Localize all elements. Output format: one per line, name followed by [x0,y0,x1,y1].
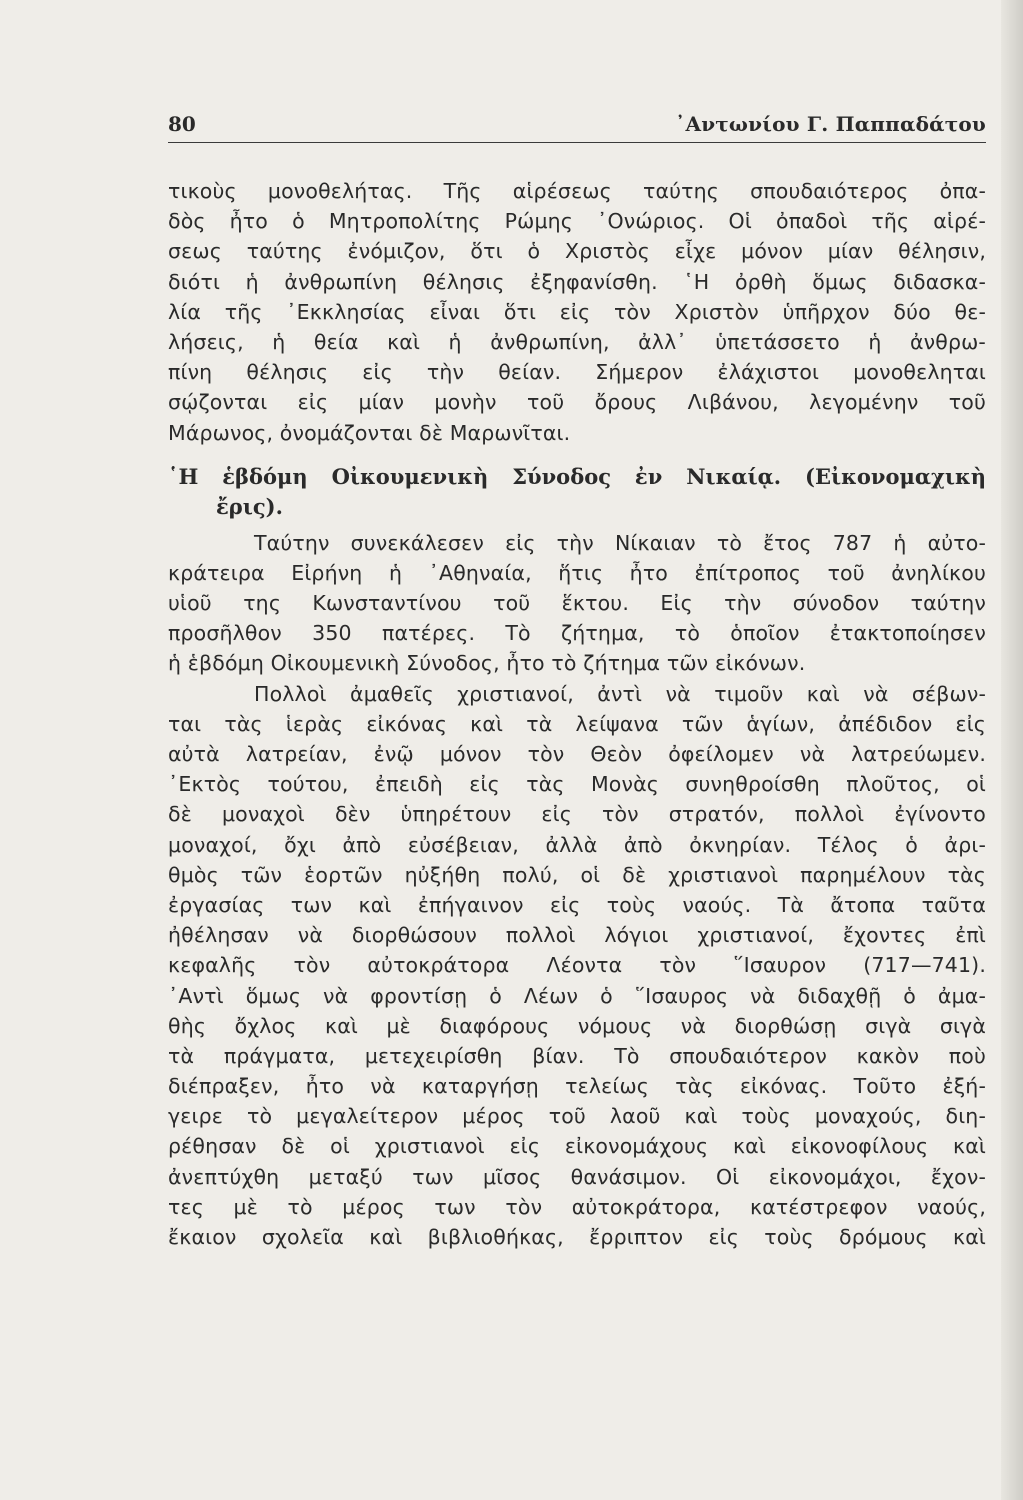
text-line: Μάρωνος, ὀνομάζονται δὲ Μαρωνῖται. [168,420,571,445]
text-line: γειρε τὸ μεγαλείτερον μέρος τοῦ λαοῦ καὶ τοὺς μοναχούς, διη- [168,1104,986,1129]
text-line: τὰ πράγματα, μετεχειρίσθη βίαν. Τὸ σπουδαιότερον κακὸν ποὺ [168,1043,986,1068]
section-heading-line: ἔρις). [216,493,283,519]
text-line: δὲ μοναχοὶ δὲν ὑπηρέτουν εἰς τὸν στρατόν, πολλοὶ ἐγίνοντο [168,802,986,827]
text-line: λία τῆς ᾿Εκκλησίας εἶναι ὅτι εἰς τὸν Χριστὸν ὑπῆρχον δύο θε- [168,299,986,324]
text-line: ἀνεπτύχθη μεταξύ των μῖσος θανάσιμον. Οἱ εἰκονομάχοι, ἔχον- [168,1164,986,1189]
text-line: Ταύτην συνεκάλεσεν εἰς τὴν Νίκαιαν τὸ ἔτος 787 ἡ αὐτο- [254,530,986,555]
text-line: θὴς ὄχλος καὶ μὲ διαφόρους νόμους νὰ διορθώσῃ σιγὰ σιγὰ [168,1013,986,1038]
text-line: Πολλοὶ ἀμαθεῖς χριστιανοί, ἀντὶ νὰ τιμοῦν καὶ νὰ σέβων- [254,681,986,706]
text-line: αὐτὰ λατρείαν, ἐνῷ μόνον τὸν Θεὸν ὀφείλομεν νὰ λατρεύωμεν. [168,742,986,766]
text-line: μοναχοί, ὄχι ἀπὸ εὐσέβειαν, ἀλλὰ ἀπὸ ὀκνηρίαν. Τέλος ὁ ἀρι- [168,832,986,857]
text-line: ρέθησαν δὲ οἱ χριστιανοὶ εἰς εἰκονομάχους καὶ εἰκονοφίλους καὶ [168,1134,986,1159]
text-line: ἡ ἑβδόμη Οἰκουμενικὴ Σύνοδος, ἦτο τὸ ζήτημα τῶν εἰκόνων. [168,651,806,676]
text-line: ᾿Αντὶ ὅμως νὰ φροντίσῃ ὁ Λέων ὁ ῞Ισαυρος νὰ διδαχθῇ ὁ ἀμα- [168,983,986,1008]
body-text [168,176,986,1252]
paragraph-3 [168,679,986,1253]
text-line: διέπραξεν, ἦτο νὰ καταργήσῃ τελείως τὰς εἰκόνας. Τοῦτο ἐξή- [168,1074,986,1099]
text-line: τικοὺς μονοθελήτας. Τῆς αἱρέσεως ταύτης σπουδαιότερος ὀπα- [168,179,986,203]
text-line: ἔκαιον σχολεῖα καὶ βιβλιοθήκας, ἔρριπτον εἰς τοὺς δρόμους καὶ [168,1225,986,1249]
text-line: υἱοῦ της Κωνσταντίνου τοῦ ἕκτου. Εἰς τὴν σύνοδον ταύτην [168,591,986,616]
section-heading-line: ῾Η ἑβδόμη Οἰκουμενικὴ Σύνοδος ἐν Νικαίᾳ. (Εἰκονομαχικὴ [168,463,986,489]
text-line: κεφαλῆς τὸν αὐτοκράτορα Λέοντα τὸν ῞Ισαυρον (717—741). [168,953,986,978]
text-line: σεως ταύτης ἐνόμιζον, ὅτι ὁ Χριστὸς εἶχε μόνον μίαν θέλησιν, [168,239,986,264]
text-line: προσῆλθον 350 πατέρες. Τὸ ζήτημα, τὸ ὁποῖον ἐτακτοποίησεν [168,621,986,646]
paragraph-1 [168,176,986,448]
page-header [168,110,986,143]
text-line: λήσεις, ἡ θεία καὶ ἡ ἀνθρωπίνη, ἀλλ᾿ ὑπετάσσετο ἡ ἀνθρω- [168,329,986,354]
text-line: διότι ἡ ἀνθρωπίνη θέλησις ἐξηφανίσθη. ῾Η ὀρθὴ ὅμως διδασκα- [168,269,986,294]
text-line: τες μὲ τὸ μέρος των τὸν αὐτοκράτορα, κατέστρεφον ναούς, [168,1194,986,1219]
text-line: σῴζονται εἰς μίαν μονὴν τοῦ ὄρους Λιβάνου, λεγομένην τοῦ [168,390,986,415]
text-line: ἠθέλησαν νὰ διορθώσουν πολλοὶ λόγιοι χριστιανοί, ἔχοντες ἐπὶ [168,923,986,948]
text-line: ἐργασίας των καὶ ἐπήγαινον εἰς τοὺς ναούς. Τὰ ἄτοπα ταῦτα [168,892,986,917]
page-edge [1001,0,1023,1500]
paragraph-2 [168,528,986,679]
text-line: κράτειρα Εἰρήνη ἡ ᾿Αθηναία, ἥτις ἦτο ἐπίτροπος τοῦ ἀνηλίκου [168,560,986,585]
page-number: 80 [168,112,196,136]
text-line: ᾿Εκτὸς τούτου, ἐπειδὴ εἰς τὰς Μονὰς συνηθροίσθη πλοῦτος, οἱ [168,772,986,797]
text-line: πίνη θέλησις εἰς τὴν θείαν. Σήμερον ἐλάχιστοι μονοθεληται [168,360,986,385]
section-heading [168,462,986,522]
text-line: ται τὰς ἱερὰς εἰκόνας καὶ τὰ λείψανα τῶν ἁγίων, ἀπέδιδον εἰς [168,711,986,736]
text-line: δὸς ἦτο ὁ Μητροπολίτης Ρώμης ᾿Ονώριος. Οἱ ὀπαδοὶ τῆς αἱρέ- [168,209,986,234]
running-head: ᾿Αντωνίου Γ. Παππαδάτου [675,112,986,136]
text-line: θμὸς τῶν ἑορτῶν ηὐξήθη πολύ, οἱ δὲ χριστιανοὶ παρημέλουν τὰς [168,862,986,887]
